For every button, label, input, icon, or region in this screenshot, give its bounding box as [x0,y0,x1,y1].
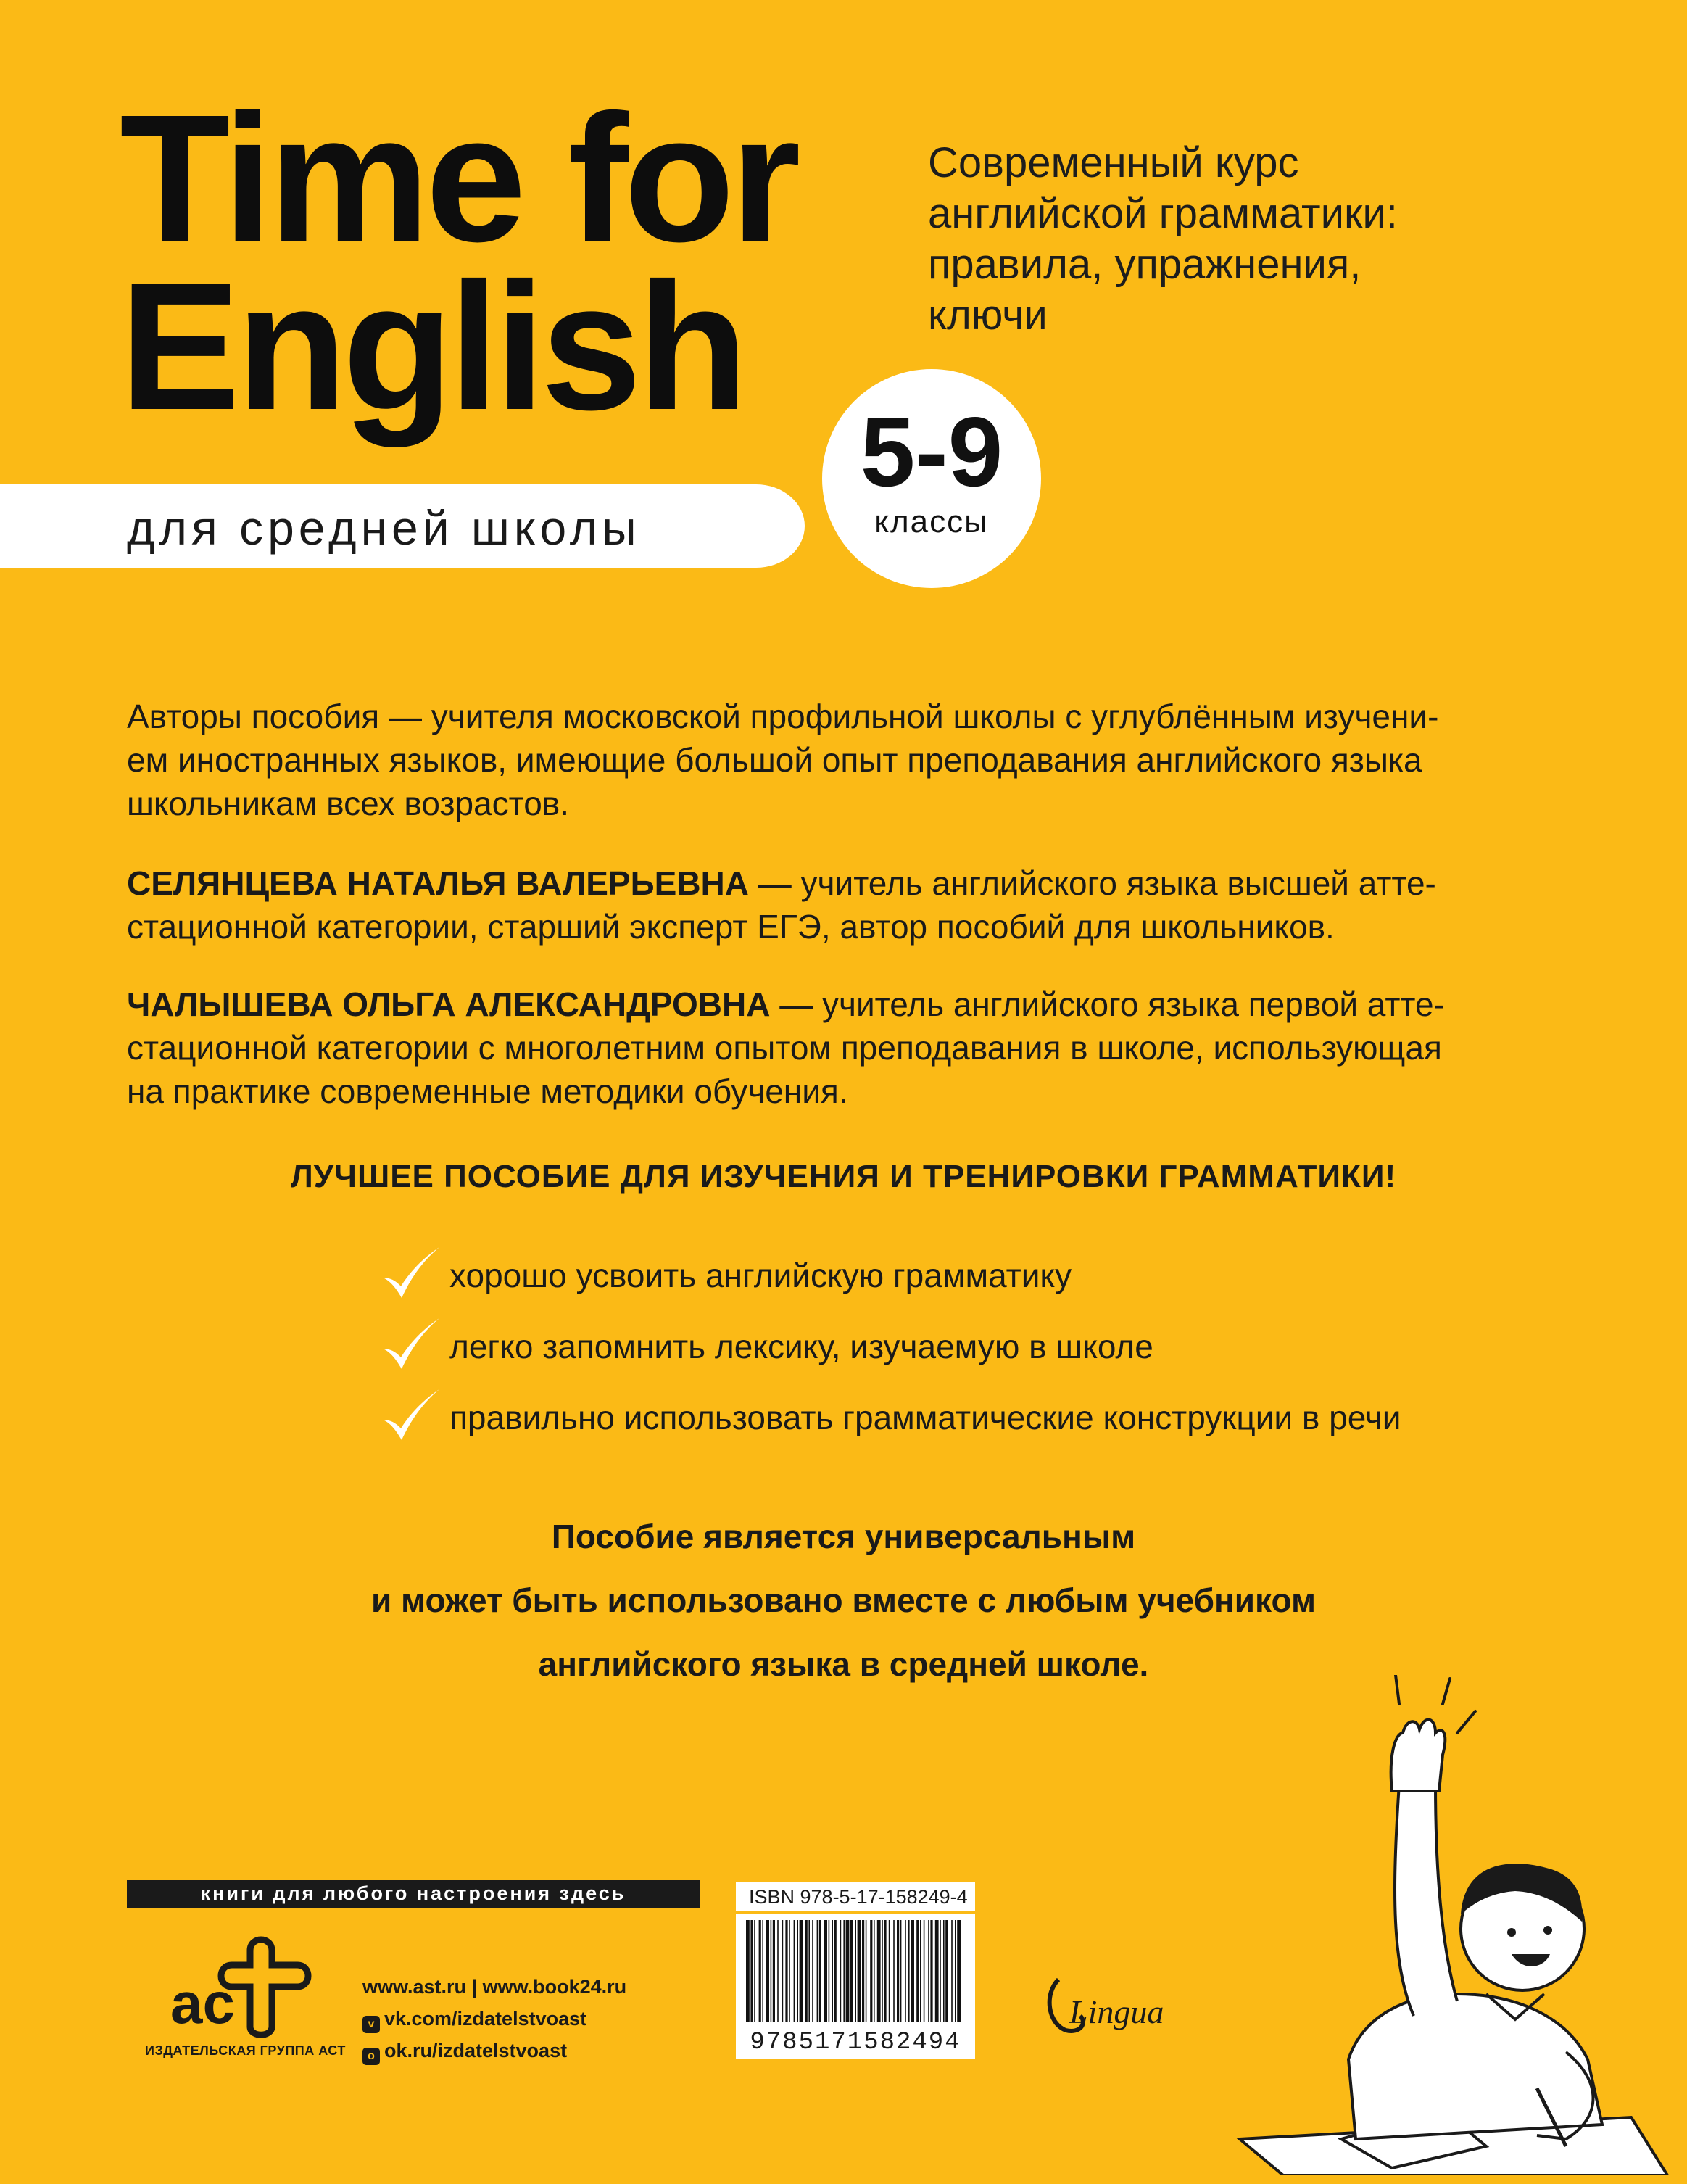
check-icon [377,1385,442,1450]
publisher-tagline-bar [127,1880,700,1908]
author-1-bio [127,861,1566,948]
barcode-bar [916,1920,919,2022]
barcode-bar [893,1920,895,2022]
barcode-bar [843,1920,845,2022]
barcode-bar [840,1920,842,2022]
author-2-name: ЧАЛЫШЕВА ОЛЬГА АЛЕКСАНДРОВНА [127,985,771,1023]
publisher-links [362,1976,626,2072]
barcode-bar [746,1920,750,2022]
subtitle [928,138,1580,341]
check-icon [377,1314,442,1379]
barcode-bar [773,1920,775,2022]
barcode-bar [812,1920,813,2022]
barcode-bar [789,1920,790,2022]
subtitle-line: правила, упражнения, [928,241,1361,288]
barcode-bar [884,1920,886,2022]
author-2-line: стационной категории с многолетним опытом преподавания в школе, использующая [127,1029,1442,1067]
barcode-bar [817,1920,818,2022]
isbn-text: ISBN 978-5-17-158249-4 [736,1882,975,1911]
barcode-bar [800,1920,803,2022]
barcode-bar [759,1920,761,2022]
barcode-bar [955,1920,956,2022]
ast-logo [163,1929,315,2038]
universal-statement [0,1505,1687,1696]
subtitle-line: английской грамматики: [928,190,1398,237]
barcode-bar [829,1920,830,2022]
barcode-bar [911,1920,914,2022]
barcode-bar [900,1920,902,2022]
barcode-bar [945,1920,948,2022]
barcode-bar [908,1920,910,2022]
author-2-bio [127,983,1566,1113]
list-item-text: хорошо усвоить английскую грамматику [449,1257,1072,1294]
school-level-text: для средней школы [127,501,641,555]
list-item-text: легко запомнить лексику, изучаемую в школе [449,1328,1153,1365]
authors-intro [127,695,1566,825]
barcode-bar [862,1920,864,2022]
barcode-bar [957,1920,961,2022]
ok-link-text: ok.ru/izdatelstvoast [384,2040,568,2061]
barcode-bar [754,1920,755,2022]
barcode-bar [870,1920,872,2022]
barcode-bar [935,1920,939,2022]
grades-range: 5-9 [860,397,1003,507]
barcode-bar [924,1920,925,2022]
subtitle-line: ключи [928,291,1048,339]
barcode-bar [920,1920,921,2022]
barcode-bar [771,1920,772,2022]
barcode-bar [834,1920,837,2022]
grades-badge [826,373,1037,584]
author-2-line [127,983,1566,1026]
barcode-bar [824,1920,827,2022]
barcode-bar [930,1920,932,2022]
universal-line: английского языка в средней школе. [538,1645,1149,1683]
student-illustration [1225,1675,1682,2175]
barcode-number: 9785171582494 [750,2029,961,2056]
barcode-bar [858,1920,861,2022]
barcode-bar [832,1920,833,2022]
subtitle-line: Современный курс [928,139,1299,186]
lingua-text: Lingua [1069,1993,1164,2030]
barcode-bar [855,1920,856,2022]
barcode-bar [866,1920,867,2022]
barcode-bar [943,1920,945,2022]
barcode-bar [797,1920,798,2022]
barcode-bar [777,1920,779,2022]
publisher-tagline: книги для любого настроения здесь [200,1882,626,1904]
author-1-name: СЕЛЯНЦЕВА НАТАЛЬЯ ВАЛЕРЬЕВНА [127,864,749,902]
barcode-bar [805,1920,808,2022]
barcode-bar [905,1920,906,2022]
title-line-2: English [120,245,744,447]
barcode-bar [928,1920,929,2022]
author-2-desc: — учитель английского языка первой атте- [770,985,1445,1023]
vk-link[interactable] [362,2008,626,2040]
barcode-bar [850,1920,853,2022]
barcode-bar [951,1920,953,2022]
title-line-1: Time for [120,77,797,279]
vk-link-text: vk.com/izdatelstvoast [384,2008,587,2030]
vk-icon: v [362,2016,380,2033]
author-1-desc: — учитель английского языка высшей атте- [749,864,1436,902]
intro-line: ем иностранных языков, имеющие большой опыт преподавания английского языка [127,741,1422,779]
ok-link[interactable] [362,2040,626,2072]
author-1-line: стационной категории, старший эксперт ЕГЭ, автор пособий для школьников. [127,908,1335,946]
school-level-band [0,484,805,568]
logo-caption: ИЗДАТЕЛЬСКАЯ ГРУППА АСТ [145,2043,346,2058]
list-item [377,1389,1609,1460]
barcode-bar [819,1920,821,2022]
barcode-bar [877,1920,881,2022]
barcode-bar [785,1920,787,2022]
barcode-bar [794,1920,795,2022]
barcode [736,1914,975,2059]
ok-icon: o [362,2048,380,2065]
barcode-bar [750,1920,753,2022]
barcode-bar [940,1920,941,2022]
svg-text:ac: ac [170,1971,235,2035]
intro-line: школьникам всех возрастов. [127,785,570,822]
universal-line: Пособие является универсальным [551,1518,1136,1555]
barcode-bar [897,1920,899,2022]
barcode-bar [762,1920,763,2022]
barcode-bar [808,1920,810,2022]
intro-line: Авторы пособия — учителя московской профильной школы с углублённым изучени- [127,698,1439,735]
barcode-bar [874,1920,875,2022]
author-2-line: на практике современные методики обучения. [127,1072,848,1110]
list-item-text: правильно использовать грамматические конструкции в речи [449,1399,1401,1436]
barcode-bar [882,1920,883,2022]
barcode-block [736,1882,975,2060]
headline: ЛУЧШЕЕ ПОСОБИЕ ДЛЯ ИЗУЧЕНИЯ И ТРЕНИРОВКИ ГРАММАТИКИ! [290,1159,1397,1194]
benefits-list [377,1247,1609,1460]
list-item [377,1247,1609,1318]
lingua-logo [1037,1965,1196,2038]
barcode-bars [743,1920,968,2022]
book-title [120,77,881,447]
barcode-bar [889,1920,890,2022]
check-icon [377,1243,442,1308]
barcode-bar [782,1920,784,2022]
author-1-line [127,861,1566,905]
barcode-bar [846,1920,850,2022]
barcode-bar [766,1920,769,2022]
websites-link[interactable]: www.ast.ru | www.book24.ru [362,1976,627,1998]
universal-line: и может быть использовано вместе с любым учебником [371,1581,1316,1619]
list-item [377,1318,1609,1389]
grades-label: классы [874,504,989,539]
